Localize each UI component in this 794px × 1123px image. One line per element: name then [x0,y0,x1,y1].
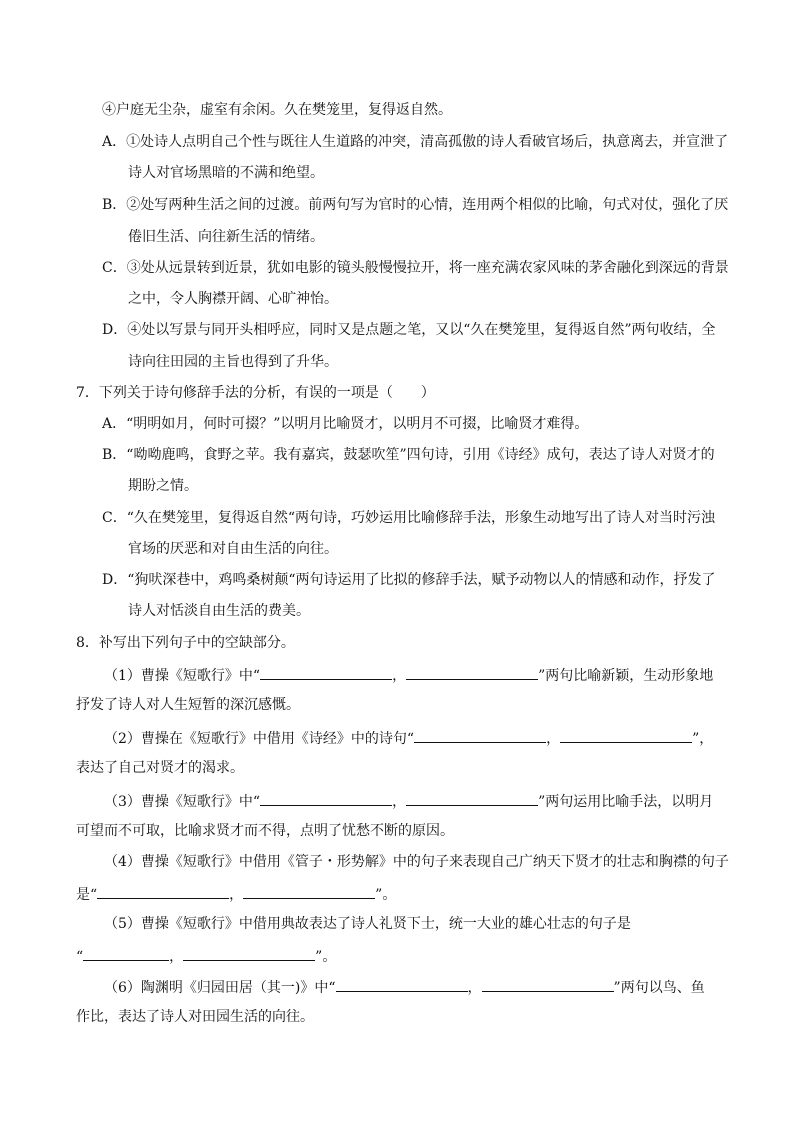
q8-item-4-cont [76,883,396,903]
q7-option-d-line2: 诗人对恬淡自由生活的费美。 [128,603,310,619]
q8-item-5: （5）曹操《短歌行》中借用典故表达了诗人礼贤下士，统一大业的雄心壮志的句子是 [104,916,631,932]
q8-item-3-post: ”两句运用比喻手法，以明月 [538,794,714,810]
q6-option-a-line1: A．①处诗人点明自己个性与既往人生道路的冲突，清高孤傲的诗人看破官场后，执意离去，并宣泄了 [102,134,729,150]
q8-item-2-pre: （2）曹操在《短歌行》中借用《诗经》中的诗句“ [104,731,415,747]
q7-stem: 7．下列关于诗句修辞手法的分析，有误的一项是（ ） [76,385,435,401]
fill-blank-5b[interactable] [183,945,315,961]
q8-item-1-comma: ， [392,668,407,684]
q8-item-1 [104,664,713,684]
q8-item-3-cont: 可望而不可取，比喻求贤才而不得，点明了忧愁不断的原因。 [76,823,454,839]
q8-item-3-pre: （3）曹操《短歌行》中“ [104,794,261,810]
q8-item-6-comma: ， [467,980,482,996]
q8-item-3 [104,790,713,810]
q6-option-d-line1: D．④处以写景与同开头相呼应，同时又是点题之笔，又以“久在樊笼里，复得返自然”两句收结，全 [102,322,716,338]
q6-option-b-line1: B．②处写两种生活之间的过渡。前两句写为官时的心情，连用两个相似的比喻，句式对仗，强化了厌 [102,197,729,213]
q6-option-c-line2: 之中，令人胸襟开阔、心旷神怡。 [128,291,338,307]
fill-blank-3b[interactable] [406,790,538,806]
q8-item-1-pre: （1）曹操《短歌行》中“ [104,668,261,684]
q8-item-1-cont: 抒发了诗人对人生短暂的深沉感慨。 [76,697,300,713]
q8-item-1-post: ”两句比喻新颖，生动形象地 [538,668,714,684]
q7-option-b-line2: 期盼之情。 [128,478,198,494]
fill-blank-6a[interactable] [336,976,468,992]
q8-stem: 8．补写出下列句子中的空缺部分。 [76,635,295,651]
q8-item-6-post: ”两句以鸟、鱼 [613,980,705,996]
q6-option-c-line1: C．③处从远景转到近景，犹如电影的镜头般慢慢拉开，将一座充满农家风味的茅舍融化到深远的背景 [102,260,729,276]
q8-item-5-cont [76,945,336,965]
q7-option-d-line1: D．“狗吠深巷中，鸡鸣桑树颠“两句诗运用了比拟的修辞手法，赋予动物以人的情感和动作，抒发了 [102,572,716,588]
fill-blank-6b[interactable] [482,976,614,992]
q8-item-6-cont: 作比，表达了诗人对田园生活的向往。 [76,1009,314,1025]
q6-option-b-line2: 倦旧生活、向往新生活的情绪。 [128,229,324,245]
q7-option-c-line2: 官场的厌恶和对自由生活的向往。 [128,541,338,557]
q6-item-4: ④户庭无尘杂，虚室有余闲。久在樊笼里，复得返自然。 [102,102,452,118]
q8-item-4-post: ”。 [375,887,397,903]
q8-item-6-pre: （6）陶渊明《归园田居（其一)》中“ [104,980,336,996]
q8-item-2-post: ”， [692,731,714,747]
q8-item-2-cont: 表达了自己对贤才的渴求。 [76,760,244,776]
q8-item-3-comma: ， [392,794,407,810]
q8-item-4-cont-pre: 是“ [76,887,98,903]
q6-option-a-line2: 诗人对官场黑暗的不满和绝望。 [128,165,324,181]
q6-option-d-line2: 诗向往田园的主旨也得到了升华。 [128,354,338,370]
q7-option-b-line1: B．“呦呦鹿鸣，食野之苹。我有嘉宾，鼓瑟吹笙”四句诗，引用《诗经》成句，表达了诗人对贤才的 [102,447,715,463]
fill-blank-4a[interactable] [97,883,229,899]
q8-item-5-post: ”。 [315,949,337,965]
fill-blank-2a[interactable] [414,727,546,743]
q7-option-a-line1: A．“明明如月，何时可掇？”以明月比喻贤才，以明月不可掇，比喻贤才难得。 [102,416,589,432]
q8-item-2 [104,727,713,747]
fill-blank-1b[interactable] [406,664,538,680]
fill-blank-1a[interactable] [260,664,392,680]
q8-item-4-comma: ， [229,887,244,903]
q8-item-5-comma: ， [169,949,184,965]
fill-blank-4b[interactable] [243,883,375,899]
q8-item-4: （4）曹操《短歌行》中借用《管子・形势解》中的句子来表现自己广纳天下贤才的壮志和胸襟的句子 [104,854,729,870]
q7-option-c-line1: C．“久在樊笼里，复得返自然“两句诗，巧妙运用比喻修辞手法，形象生动地写出了诗人对当时污浊 [102,510,716,526]
q8-item-5-cont-pre: “ [76,949,84,965]
fill-blank-3a[interactable] [260,790,392,806]
fill-blank-2b[interactable] [560,727,692,743]
fill-blank-5a[interactable] [83,945,169,961]
q8-item-6 [104,976,705,996]
q8-item-2-comma: ， [546,731,561,747]
